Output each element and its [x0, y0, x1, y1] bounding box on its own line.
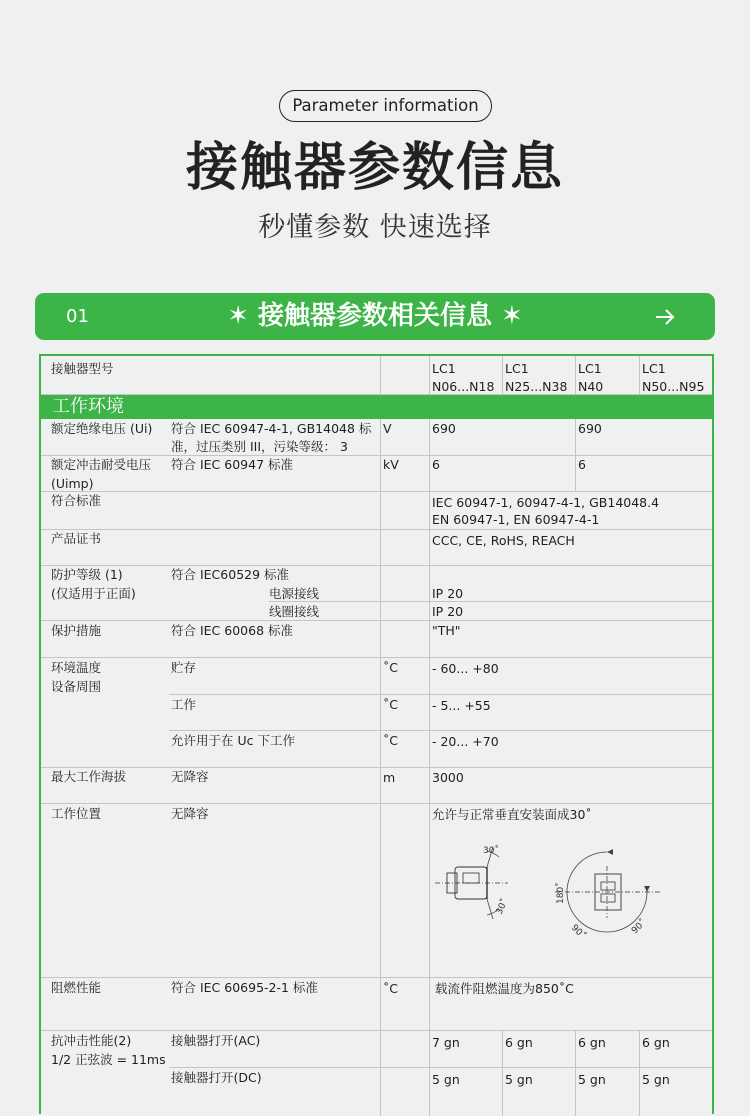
row-divider	[41, 529, 712, 530]
angle-label-bottom: 30˚	[494, 897, 511, 917]
col-divider	[502, 356, 503, 395]
protection-condition: 符合 IEC60529 标准	[171, 567, 290, 582]
allowed-value: - 20... +70	[432, 734, 499, 749]
uimp-unit: kV	[383, 457, 399, 472]
ui-label: 额定绝缘电压 (Ui)	[51, 421, 153, 436]
flame-label: 阻燃性能	[51, 980, 102, 995]
storage-unit: ˚C	[383, 660, 398, 675]
col-divider	[502, 1030, 503, 1116]
temperature-label-line2: 设备周围	[51, 679, 102, 694]
environment-section-title: 工作环境	[52, 396, 124, 417]
power-wiring-label: 电源接线	[269, 586, 320, 601]
shock-ac-value-1: 7 gn	[432, 1035, 460, 1050]
row-divider	[41, 803, 712, 804]
row-divider	[169, 1067, 712, 1068]
shock-dc-label: 接触器打开(DC)	[171, 1070, 262, 1085]
row-divider	[169, 694, 712, 695]
ui-value-1: 690	[432, 421, 456, 436]
col-divider	[639, 1030, 640, 1116]
shock-ac-label: 接触器打开(AC)	[171, 1033, 261, 1048]
shock-label-line1: 抗冲击性能(2)	[51, 1033, 132, 1048]
flame-condition: 符合 IEC 60695-2-1 标准	[171, 980, 318, 995]
treatment-condition: 符合 IEC 60068 标准	[171, 623, 293, 638]
altitude-unit: m	[383, 770, 396, 785]
row-divider	[169, 730, 712, 731]
col-divider	[380, 356, 381, 1116]
model-1-line2: N06...N18	[432, 379, 495, 394]
position-value: 允许与正常垂直安装面成30˚	[432, 807, 592, 822]
shock-dc-value-1: 5 gn	[432, 1072, 460, 1087]
mounting-diagram-side	[433, 841, 528, 931]
model-2-line1: LC1	[505, 361, 529, 376]
shock-label-line2: 1/2 正弦波 = 11ms	[51, 1052, 166, 1067]
model-1-line1: LC1	[432, 361, 456, 376]
model-label: 接触器型号	[51, 361, 114, 376]
shock-dc-value-3: 5 gn	[578, 1072, 606, 1087]
section-title: 接触器参数相关信息	[257, 301, 492, 331]
treatment-label: 保护措施	[51, 623, 102, 638]
certificate-value: CCC, CE, RoHS, REACH	[432, 533, 575, 548]
standards-label: 符合标准	[51, 493, 102, 508]
star-icon: ✶	[227, 301, 249, 331]
model-2-line2: N25...N38	[505, 379, 568, 394]
shock-ac-value-3: 6 gn	[578, 1035, 606, 1050]
model-4-line2: N50...N95	[642, 379, 705, 394]
uimp-condition: 符合 IEC 60947 标准	[171, 457, 293, 472]
operation-value: - 5... +55	[432, 698, 491, 713]
coil-wiring-label: 线圈接线	[269, 604, 320, 619]
star-icon: ✶	[501, 301, 523, 331]
row-divider	[41, 657, 712, 658]
protection-label-line2: (仅适用于正面)	[51, 586, 136, 601]
row-divider	[269, 601, 712, 602]
ui-condition-line2: 准，过压类别 III，污染等级： 3	[171, 439, 348, 454]
allowed-label: 允许用于在 Uc 下工作	[171, 733, 295, 748]
row-divider	[41, 565, 712, 566]
flame-value: 载流件阻燃温度为850˚C	[435, 981, 574, 996]
storage-label: 贮存	[171, 660, 197, 675]
position-condition: 无降容	[171, 806, 209, 821]
page-subtitle: 秒懂参数 快速选择	[258, 212, 492, 243]
section-header-band	[35, 293, 715, 340]
protection-label-line1: 防护等级 (1)	[51, 567, 123, 582]
model-4-line1: LC1	[642, 361, 666, 376]
angle-label-left: 180˚	[556, 882, 566, 904]
shock-ac-value-2: 6 gn	[505, 1035, 533, 1050]
environment-section-band	[41, 395, 712, 419]
col-divider	[575, 356, 576, 395]
row-divider	[41, 977, 712, 978]
section-title-wrap	[35, 293, 715, 339]
allowed-unit: ˚C	[383, 733, 398, 748]
uimp-value-1: 6	[432, 457, 440, 472]
flame-unit: ˚C	[383, 981, 398, 996]
temperature-label-line1: 环境温度	[51, 660, 102, 675]
col-divider	[429, 356, 430, 1116]
page-title: 接触器参数信息	[185, 138, 564, 198]
ui-value-2: 690	[578, 421, 602, 436]
section-number: 01	[66, 306, 89, 327]
row-divider	[41, 1030, 712, 1031]
certificate-label: 产品证书	[51, 531, 102, 546]
model-3-line1: LC1	[578, 361, 602, 376]
mounting-diagram-front	[551, 846, 671, 946]
altitude-value: 3000	[432, 770, 464, 785]
angle-label-top: 30˚	[483, 846, 499, 856]
operation-label: 工作	[171, 697, 197, 712]
col-divider	[575, 1030, 576, 1116]
uimp-label-line2: (Uimp)	[51, 476, 94, 491]
uimp-label-line1: 额定冲击耐受电压	[51, 457, 152, 472]
operation-unit: ˚C	[383, 697, 398, 712]
coil-wiring-value: IP 20	[432, 604, 464, 619]
standards-line1: IEC 60947-1, 60947-4-1, GB14048.4	[432, 495, 660, 510]
model-3-line2: N40	[578, 379, 604, 394]
altitude-condition: 无降容	[171, 769, 209, 784]
shock-dc-value-4: 5 gn	[642, 1072, 670, 1087]
parameter-table	[39, 354, 714, 1114]
storage-value: - 60... +80	[432, 661, 499, 676]
power-wiring-value: IP 20	[432, 586, 464, 601]
row-divider	[41, 491, 712, 492]
shock-dc-value-2: 5 gn	[505, 1072, 533, 1087]
position-label: 工作位置	[51, 806, 102, 821]
parameter-information-pill: Parameter information	[279, 90, 492, 122]
angle-label-lower-right: 90˚	[630, 917, 649, 937]
standards-line2: EN 60947-1, EN 60947-4-1	[432, 512, 600, 527]
arrow-right-icon[interactable]	[653, 305, 677, 329]
row-divider	[41, 767, 712, 768]
ui-condition-line1: 符合 IEC 60947-4-1, GB14048 标	[171, 421, 372, 436]
treatment-value: "TH"	[432, 623, 461, 638]
altitude-label: 最大工作海拔	[51, 769, 127, 784]
uimp-value-2: 6	[578, 457, 586, 472]
col-divider	[575, 419, 576, 492]
ui-unit: V	[383, 421, 392, 436]
shock-ac-value-4: 6 gn	[642, 1035, 670, 1050]
col-divider	[639, 356, 640, 395]
row-divider	[41, 620, 712, 621]
angle-label-lower-left: 90˚	[568, 923, 588, 942]
